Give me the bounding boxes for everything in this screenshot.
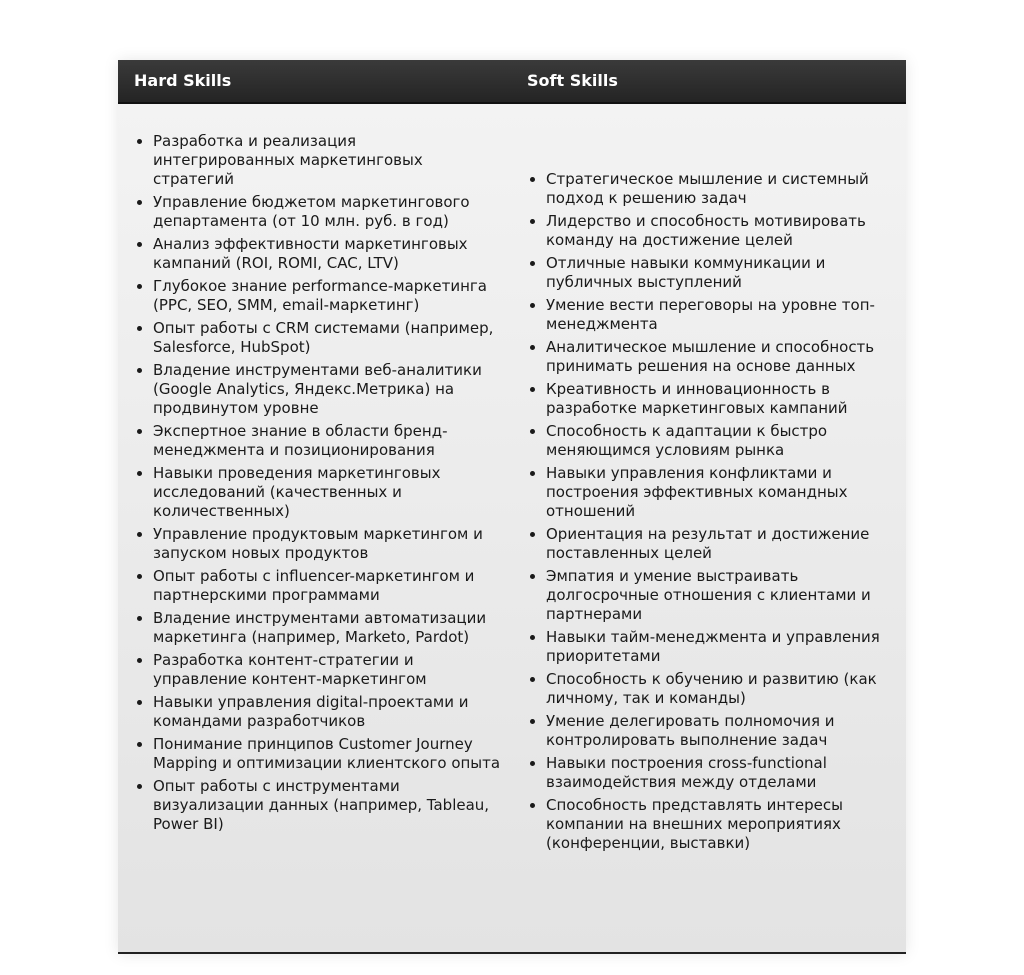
list-item: • Навыки управления конфликтами и построения эффективных командных отношений: [546, 464, 896, 521]
list-item: • Ориентация на результат и достижение поставленных целей: [546, 525, 896, 563]
list-item: • Навыки тайм-менеджмента и управления приоритетами: [546, 628, 896, 666]
list-item: • Разработка контент-стратегии и управление контент-маркетингом: [153, 651, 502, 689]
hard-skills-cell: [118, 104, 512, 838]
list-item: • Владение инструментами веб-аналитики (Google Analytics, Яндекс.Метрика) на продвинутом уровне: [153, 361, 502, 418]
table-header-row: [118, 60, 906, 104]
hard-skills-list: [134, 132, 502, 834]
list-item: • Способность к обучению и развитию (как личному, так и команды): [546, 670, 896, 708]
list-item: • Лидерство и способность мотивировать команду на достижение целей: [546, 212, 896, 250]
soft-skills-cell: [512, 104, 906, 857]
header-hard-skills: Hard Skills: [134, 71, 232, 90]
soft-skills-list: [527, 170, 896, 853]
list-item: • Управление бюджетом маркетингового департамента (от 10 млн. руб. в год): [153, 193, 502, 231]
list-item: • Владение инструментами автоматизации маркетинга (например, Marketo, Pardot): [153, 609, 502, 647]
list-item: • Экспертное знание в области бренд-менеджмента и позиционирования: [153, 422, 502, 460]
list-item: • Опыт работы с influencer-маркетингом и партнерскими программами: [153, 567, 502, 605]
list-item: • Стратегическое мышление и системный подход к решению задач: [546, 170, 896, 208]
list-item: • Аналитическое мышление и способность принимать решения на основе данных: [546, 338, 896, 376]
header-soft-skills: Soft Skills: [527, 71, 618, 90]
list-item: • Отличные навыки коммуникации и публичных выступлений: [546, 254, 896, 292]
list-item: • Анализ эффективности маркетинговых кампаний (ROI, ROMI, CAC, LTV): [153, 235, 502, 273]
list-item: • Навыки проведения маркетинговых исследований (качественных и количественных): [153, 464, 502, 521]
table-body-row: [118, 104, 906, 954]
list-item: • Умение делегировать полномочия и контролировать выполнение задач: [546, 712, 896, 750]
list-item: • Понимание принципов Customer Journey Mapping и оптимизации клиентского опыта: [153, 735, 502, 773]
list-item: • Эмпатия и умение выстраивать долгосрочные отношения с клиентами и партнерами: [546, 567, 896, 624]
list-item: • Способность представлять интересы компании на внешних мероприятиях (конференции, выставки): [546, 796, 896, 853]
list-item: • Навыки управления digital-проектами и командами разработчиков: [153, 693, 502, 731]
list-item: • Навыки построения cross-functional взаимодействия между отделами: [546, 754, 896, 792]
list-item: • Управление продуктовым маркетингом и запуском новых продуктов: [153, 525, 502, 563]
list-item: • Опыт работы с инструментами визуализации данных (например, Tableau, Power BI): [153, 777, 502, 834]
list-item: • Глубокое знание performance-маркетинга (PPC, SEO, SMM, email-маркетинг): [153, 277, 502, 315]
list-item: • Умение вести переговоры на уровне топ-менеджмента: [546, 296, 896, 334]
list-item: • Опыт работы с CRM системами (например, Salesforce, HubSpot): [153, 319, 502, 357]
list-item: • Разработка и реализация интегрированных маркетинговых стратегий: [153, 132, 502, 189]
list-item: • Способность к адаптации к быстро меняющимся условиям рынка: [546, 422, 896, 460]
list-item: • Креативность и инновационность в разработке маркетинговых кампаний: [546, 380, 896, 418]
skills-table: [118, 60, 906, 954]
